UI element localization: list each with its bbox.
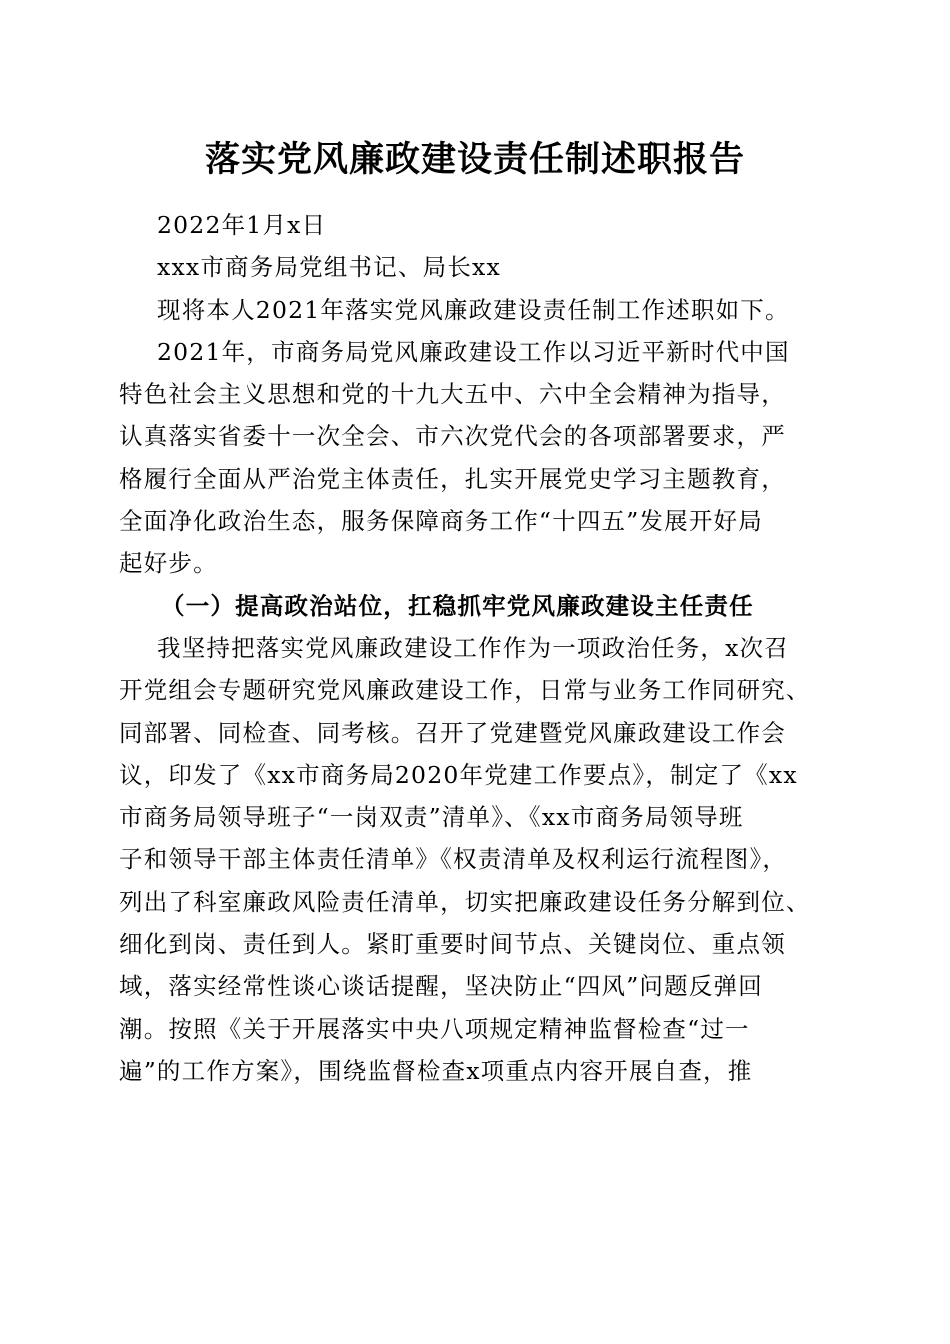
paragraph-1 — [119, 331, 831, 585]
document-title: 落实党风廉政建设责任制述职报告 — [204, 139, 745, 180]
text-line: 市商务局领导班子“一岗双责”清单》、《xx市商务局领导班 — [119, 803, 744, 832]
text-line: 2021年，市商务局党风廉政建设工作以习近平新时代中国 — [157, 337, 790, 366]
report-intro: 现将本人2021年落实党风廉政建设责任制工作述职如下。 — [157, 295, 790, 324]
text-line: 全面净化政治生态，服务保障商务工作“十四五”发展开好局 — [119, 507, 763, 536]
text-line: 同部署、同检查、同考核。召开了党建暨党风廉政建设工作会 — [119, 718, 786, 747]
text-line: 子和领导干部主体责任清单》《权责清单及权利运行流程图》， — [119, 845, 788, 874]
text-line: 认真落实省委十一次全会、市六次党代会的各项部署要求，严 — [119, 422, 786, 451]
text-line: 细化到岗、责任到人。紧盯重要时间节点、关键岗位、重点领 — [119, 930, 786, 959]
text-line: 议，印发了《xx市商务局2020年党建工作要点》，制定了《xx — [119, 760, 798, 789]
text-line: 格履行全面从严治党主体责任，扎实开展党史学习主题教育， — [119, 464, 786, 493]
text-line: 列出了科室廉政风险责任清单，切实把廉政建设任务分解到位、 — [119, 887, 811, 916]
text-line: 特色社会主义思想和党的十九大五中、六中全会精神为指导， — [119, 380, 786, 409]
text-line: 潮。按照《关于开展落实中央八项规定精神监督检查“过一 — [119, 1014, 750, 1043]
text-line: 开党组会专题研究党风廉政建设工作，日常与业务工作同研究、 — [119, 676, 811, 705]
text-line: 起好步。 — [119, 549, 218, 578]
report-author: xxx市商务局党组书记、局长xx — [157, 253, 501, 282]
report-date: 2022年1月x日 — [157, 211, 327, 239]
document-body — [119, 204, 831, 1092]
text-line: 我坚持把落实党风廉政建设工作作为一项政治任务，x次召 — [157, 633, 789, 662]
section-heading: （一）提高政治站位，扛稳抓牢党风廉政建设主任责任 — [161, 591, 754, 620]
text-line: 遍”的工作方案》，围绕监督检查x项重点内容开展自查，推 — [119, 1056, 753, 1085]
paragraph-2 — [119, 627, 831, 1092]
text-line: 域，落实经常性谈心谈话提醒，坚决防止“四风”问题反弹回 — [119, 972, 763, 1001]
